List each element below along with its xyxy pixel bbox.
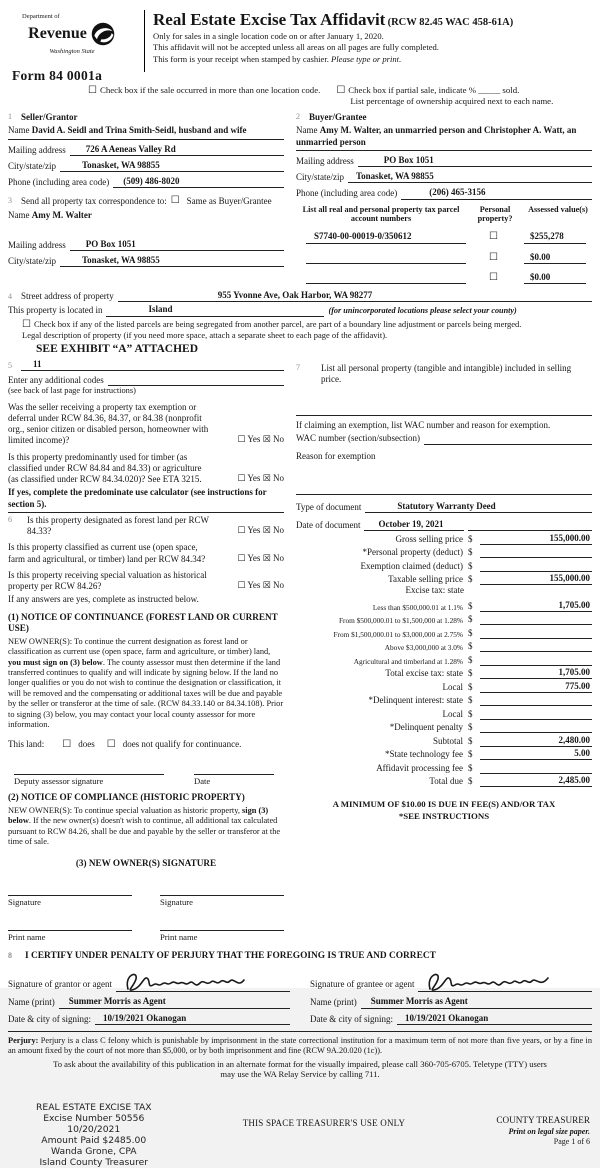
affidavit-page: Department of Revenue Washington State Form 84 0001a Real Estate Excise Tax Affidavit (RCW 82.45 WAC 458-61A) Only for sales in a single location code on or after January 1, 2020. This affidavit will not be accepted unless all areas on all pages are fully completed. This form is your receipt when stamped by cashier. Please type or print. ☐ Check box if the sale occurred in more than one location code. ☐ Check box if partial sale, indicate % _____ sold. List percentage of ownership acquired next to each name. 1 Seller/Grantor Name David A. Seidl and Trina Smith-Seidl, husband and wife Mailing address 726 A Aeneas Valley Rd City/state/zip Tonasket, WA 98855 Phone (including area code) (509) 486-8020 3 Send all property tax correspondence to: ☐ Same as Buyer/Grantee Name Amy M. Walter Mailing address PO Box 1051 City/state/zip Tonasket, WA 98855 2 Buyer/Grantee Name Amy M. Walter, an unmarried person and Christopher A. Watt, an unmarried person Mailing address PO Box 1051 City/state/zip Tonasket, WA 98855 Phone (including area code) (206) 465-3156 List all real and personal property tax parcel account numbers Personal property? Assessed value(s) S7740-00-00019-0/350612 ☐ $255,278 ☐ $0.00 ☐ $0.00 4 Street address of property 955 Yvonne Ave, Oak Harbor, WA 98277 This property is located in Island (for unincorporated locations please select your county) ☐ Check box if any of the listed parcels are being segregated from another parcel, are part of a boundary line adjustment or parcels being merged. Legal description of property (if you need more space, attach a separate sheet to each page of the affidavit). SEE EXHIBIT “A” ATTACHED 5 11 Enter any additional codes (see back of last page for instructions) Was the seller receiving a property tax exemption or deferral under RCW 84.36, 84.37, or 84.38 (nonprofit org., senior citizen or disabled person, homeowner with limited income)? ☐ Yes ☒ No Is this property predominantly used for timber (as classified under RCW 84.84 and 84.33) or agriculture (as classified under RCW 84.34.020)? See ETA 3215. ☐ Yes ☒ No If yes, complete the predominate use calculator (see instructions for section 5). 6 Is this property designated as forest land per RCW 84.33? ☐ Yes ☒ No Is this property classified as current use (open space, farm and agricultural, or timber) land per RCW 84.34? ☐ Yes ☒ No Is this property receiving special valuation as historical property per RCW 84.26? ☐ Yes ☒ No If any answers are yes, complete as instructed below. (1) NOTICE OF CONTINUANCE (FOREST LAND OR CURRENT USE) NEW OWNER(S): To continue the current designation as forest land or classification as current use (open space, farm and agriculture, or timber) land, you must sign on (3) below. The county assessor must then determine if the land transferred continues to qualify and will indicate by signing below. If the land no longer qualifies or you do not wish to continue the designation or classification, it will be removed and the compensating or additional taxes will be due and payable by the seller or transferor at the time of sale. (RCW 84.33.140 or 84.34.108). Prior to signing (3) below, you may contact your local county assessor for more information. This land: ☐ does ☐ does not qualify for continuance. Deputy assessor signature Date (2) NOTICE OF COMPLIANCE (HISTORIC PROPERTY) NEW OWNER(S): To continue special valuation as historic property, sign (3) below. If the new owner(s) doesn't wish to continue, all additional tax calculated pursuant to RCW 84.26, shall be due and payable by the seller or transferor at the time of sale. (3) NEW OWNER(S) SIGNATURE Signature Signature Print name Print name 7 List all personal property (tangible and intangible) included in selling price. If claiming an exemption, list WAC number and reason for exemption. WAC number (section/subsection) Reason for exemption Type of document Statutory Warranty Deed Date of document October 19, 2021 Gross selling price $ 155,000.00 *Personal property (deduct) $ Exemption claimed (deduct) $ Taxable selling price $ 155,000.00 Excise tax: state Less than $500,000.01 at 1.1% $ 1,705.00 From $500,000.01 to $1,500,000 at 1.28% $ From $1,500,000.01 to $3,000,000 at 2.75% $ Above $3,000,000 at 3.0% $ Agricultural and timberland at 1.28% $ Total excise tax: state $ 1,705.00 Local $ 775.00 *Delinquent interest: state $ Local $ *Delinquent penalty $ Subtotal $ 2,480.00 *State technology fee $ 5.00 Affidavit processing fee $ Total due $ 2,485.00 A MINIMUM OF $10.00 IS DUE IN FEE(S) AND/OR TAX *SEE INSTRUCTIONS 8 I CERTIFY UNDER PENALTY OF PERJURY THAT THE FOREGOING IS TRUE AND CORRECT Signature of grantor or agent Name (print) Summer Morris as Agent Date & city of signing: 10/19/2021 Okanogan Signature of grantee or agent Name (print) Summer Morris as Agent Date & city of signing: 10/19/2021 Okanogan Perjury: Perjury is a class C felony which is punishable by imprisonment in the state correctional institution for a maximum term of not more than five years, or by a fine in an amount fixed by the court of not more than $5,000, or by both imprisonment and fine (RCW 9A.20.020 (1c)). To ask about the availability of this publication in an alternate format for the visually impaired, please call 360-705-6705. Teletype (TTY) users may use the WA Relay Service by calling 711. REAL ESTATE EXCISE TAX Excise Number 50556 10/20/2021 Amount Paid $2485.00 Wanda Grone, CPA Island County Treasurer THIS SPACE TREASURER'S USE ONLY COUNTY TREASURER Print on legal size paper. Page 1 of 6 — [0, 0, 600, 988]
partial-sale-check-row — [336, 85, 553, 107]
delinquent-interest-local-label: Local — [442, 708, 463, 719]
grantee-name-print-value: Summer Morris as Agent — [361, 996, 592, 1008]
correspondence-name-value: Amy M. Walter — [31, 209, 92, 220]
local-tax-value: 775.00 — [480, 681, 592, 693]
section-8-number: 8 — [8, 950, 12, 960]
dor-logo-block — [8, 10, 136, 85]
assessed-value-3: $0.00 — [524, 272, 586, 284]
grantor-date-city-value: 10/19/2021 Okanogan — [95, 1013, 290, 1025]
question-timber-agriculture-answer[interactable]: ☐ Yes ☒ No — [237, 473, 284, 484]
page-indicator: Page 1 of 6 — [553, 1137, 590, 1147]
county-treasurer-label: COUNTY TREASURER — [496, 1115, 590, 1126]
rate-tier-4-value — [480, 641, 592, 652]
exemption-claim-label: If claiming an exemption, list WAC number and reason for exemption. — [296, 420, 551, 431]
notice-continuance-body: NEW OWNER(S): To continue the current designation as forest land or classification as current use (open space, farm and agriculture, or timber) land, you must sign on (3) below. The county assessor must then determine if the land transferred continues to qualify and will indicate by signing below. If the land no longer qualifies or you do not wish to continue the designation or classification, it will be removed and the compensating or additional taxes will be due and payable by the seller or transferor at the time of sale. (RCW 84.33.140 or 84.34.108). Prior to signing (3) below, you may contact your local county assessor for more information. — [8, 636, 284, 730]
parcel-number-blank-2 — [306, 253, 466, 264]
title-rcw-ref: (RCW 82.45 WAC 458-61A) — [387, 17, 514, 28]
new-owner-print-name-line-2: Print name — [160, 930, 284, 943]
seller-city-value: Tonasket, WA 98855 — [60, 160, 284, 172]
grantor-name-print-value: Summer Morris as Agent — [59, 996, 290, 1008]
parcel-row — [296, 231, 592, 243]
does-not-qualify-checkbox[interactable]: ☐ — [106, 738, 116, 750]
multi-location-checkbox[interactable]: ☐ — [88, 85, 97, 97]
personal-property-column-header: Personal property? — [477, 204, 513, 224]
personal-property-checkbox-2[interactable]: ☐ — [489, 251, 498, 263]
rate-agricultural-value — [480, 655, 592, 666]
minimum-due-note: A MINIMUM OF $10.00 IS DUE IN FEE(S) AND/OR TAX — [332, 799, 556, 810]
section-4-number: 4 — [8, 292, 12, 302]
if-yes-note: If yes, complete the predominate use calculator (see instructions for section 5). — [8, 487, 267, 509]
exemption-claimed-label: Exemption claimed (deduct) — [360, 560, 463, 571]
additional-codes-label: Enter any additional codes — [8, 374, 104, 385]
gross-selling-price-label: Gross selling price — [395, 533, 463, 544]
see-instructions-note: *SEE INSTRUCTIONS — [398, 810, 490, 821]
correspondence-name-label: Name — [8, 209, 30, 220]
parcel-row — [296, 272, 592, 284]
buyer-heading: Buyer/Grantee — [309, 112, 367, 123]
buyer-phone-value: (206) 465-3156 — [401, 187, 592, 199]
buyer-city-label: City/state/zip — [296, 172, 344, 183]
stamp-line-5: Wanda Grone, CPA — [50, 1146, 137, 1158]
header-divider — [144, 10, 145, 72]
parcel-row — [296, 252, 592, 264]
parcel-accounts-column-header: List all real and personal property tax parcel account numbers — [302, 204, 460, 224]
dor-swirl-icon — [90, 21, 116, 47]
grantor-signature-label: Signature of grantor or agent — [8, 979, 112, 990]
treasurer-use-only-label: THIS SPACE TREASURER'S USE ONLY — [242, 1118, 406, 1129]
buyer-mailing-label: Mailing address — [296, 155, 354, 166]
header-note-1: Only for sales in a single location code on or after January 1, 2020. — [153, 30, 384, 41]
type-of-document-label: Type of document — [296, 501, 362, 512]
rate-tier-1-label: Less than $500,000.01 at 1.1% — [372, 602, 463, 612]
notice-compliance-body: NEW OWNER(S): To continue special valuation as historic property, sign (3) below. If the new owner(s) doesn't wish to continue, all additional tax calculated pursuant to RCW 84.26, shall be due and payable by the seller or transferor at the time of sale. — [8, 805, 281, 847]
subtotal-value: 2,480.00 — [480, 735, 592, 747]
personal-property-checkbox-1[interactable]: ☐ — [489, 231, 498, 243]
street-address-label: Street address of property — [21, 291, 114, 302]
treasurer-stamp — [36, 1102, 152, 1168]
section-7-number: 7 — [296, 362, 300, 372]
question-forest-land: Is this property designated as forest land per RCW 84.33? — [27, 514, 209, 537]
dept-region-label: Washington State — [49, 48, 95, 56]
does-not-label: does not qualify for continuance. — [122, 738, 242, 749]
seller-phone-label: Phone (including area code) — [8, 177, 110, 188]
buyer-name-label: Name — [296, 125, 318, 136]
delinquent-penalty-label: *Delinquent penalty — [389, 722, 463, 733]
grantee-name-print-label: Name (print) — [310, 997, 357, 1008]
section-5-number: 5 — [8, 360, 12, 370]
personal-property-list-label: List all personal property (tangible and intangible) included in selling price. — [321, 362, 572, 384]
rate-tier-3-value — [480, 628, 592, 639]
additional-codes-blank — [108, 376, 284, 386]
question-exemption-deferral: Was the seller receiving a property tax exemption or deferral under RCW 84.36, 84.37, or 84.38 (nonprofit org., senior citizen or disabled person, homeowner with limited income)? — [8, 401, 209, 446]
stamp-line-1: REAL ESTATE EXCISE TAX — [36, 1102, 152, 1114]
total-excise-state-label: Total excise tax: state — [385, 668, 463, 679]
parcel-table-header — [296, 205, 592, 224]
section-6-number: 6 — [8, 514, 12, 524]
legal-description-label: Legal description of property (if you need more space, attach a separate sheet to each page of the affidavit). — [22, 329, 388, 340]
delinquent-interest-local-value — [480, 709, 592, 720]
stamp-line-3: 10/20/2021 — [67, 1124, 121, 1136]
buyer-city-value: Tonasket, WA 98855 — [348, 171, 592, 183]
multi-location-label: Check box if the sale occurred in more than one location code. — [99, 85, 321, 96]
segregated-check-row — [8, 319, 592, 330]
question-historical-property: Is this property receiving special valuation as historical property per RCW 84.26? — [8, 569, 207, 592]
partial-sale-label: Check box if partial sale, indicate % _____ sold. — [348, 85, 520, 96]
new-owner-signature-line-1: Signature — [8, 895, 132, 908]
subtotal-label: Subtotal — [432, 735, 463, 746]
grantor-date-city-label: Date & city of signing: — [8, 1013, 91, 1024]
rate-tier-1-value: 1,705.00 — [480, 600, 592, 612]
located-in-value: Island — [106, 304, 324, 316]
grantee-signature-label: Signature of grantee or agent — [310, 979, 415, 990]
type-or-print-note: Please type or print. — [331, 54, 402, 65]
state-technology-fee-label: *State technology fee — [385, 749, 463, 760]
question-forest-land-answer[interactable]: ☐ Yes ☒ No — [237, 525, 284, 536]
seller-mailing-value: 726 A Aeneas Valley Rd — [70, 144, 284, 156]
codes-note: (see back of last page for instructions) — [8, 386, 136, 396]
assessed-value-2: $0.00 — [524, 252, 586, 264]
buyer-phone-label: Phone (including area code) — [296, 188, 398, 199]
section-1-number: 1 — [8, 112, 12, 122]
personal-property-checkbox-3[interactable]: ☐ — [489, 271, 498, 283]
stamp-line-6: Island County Treasurer — [39, 1157, 149, 1168]
seller-mailing-label: Mailing address — [8, 144, 66, 155]
question-current-use: Is this property classified as current use (open space, farm and agricultural, or timber) land per RCW 84.34? — [8, 542, 206, 564]
assessed-value-column-header: Assessed value(s) — [528, 204, 588, 214]
date-of-document-value: October 19, 2021 — [364, 519, 464, 531]
partial-sale-checkbox[interactable]: ☐ — [336, 85, 346, 97]
personal-property-deduct-value — [480, 547, 592, 558]
this-land-label: This land: — [8, 738, 45, 749]
affidavit-processing-fee-value — [480, 763, 592, 774]
new-owner-print-name-line-1: Print name — [8, 930, 132, 943]
taxable-selling-price-label: Taxable selling price — [388, 574, 463, 585]
parcel-number-blank-3 — [306, 273, 466, 284]
correspondence-label: Send all property tax correspondence to: — [21, 196, 167, 207]
grantee-date-city-value: 10/19/2021 Okanogan — [397, 1013, 592, 1025]
grantee-date-city-label: Date & city of signing: — [310, 1013, 393, 1024]
wac-number-label: WAC number (section/subsection) — [296, 433, 420, 444]
street-address-value: 955 Yvonne Ave, Oak Harbor, WA 98277 — [118, 290, 592, 302]
segregated-checkbox[interactable]: ☐ — [22, 318, 31, 330]
land-qualify-row — [8, 739, 284, 750]
grantor-name-print-label: Name (print) — [8, 997, 55, 1008]
total-due-value: 2,485.00 — [480, 775, 592, 787]
located-in-note: (for unincorporated locations please select your county) — [328, 306, 517, 316]
same-as-buyer-checkbox[interactable]: ☐ — [170, 195, 180, 207]
delinquent-interest-state-label: *Delinquent interest: state — [368, 695, 463, 706]
form-number: Form 84 0001a — [12, 68, 103, 84]
grantor-signature — [120, 967, 260, 997]
print-legal-size-note: Print on legal size paper. — [508, 1127, 590, 1137]
date-of-document-label: Date of document — [296, 520, 361, 531]
seller-name-value: David A. Seidl and Trina Smith-Seidl, husband and wife — [31, 125, 247, 136]
new-owner-signature-title: (3) NEW OWNER(S) SIGNATURE — [75, 857, 217, 868]
dept-small-label: Department of — [22, 13, 60, 20]
multi-location-check-row — [88, 85, 320, 96]
stamp-line-2: Excise Number 50556 — [43, 1113, 145, 1125]
rate-agricultural-label: Agricultural and timberland at 1.28% — [353, 656, 463, 666]
section-3-number: 3 — [8, 196, 12, 206]
header-note-2: This affidavit will not be accepted unless all areas on all pages are fully completed. — [153, 42, 439, 53]
question-timber-agriculture: Is this property predominantly used for timber (as classified under RCW 84.84 and 84.33) or agriculture (as classified under RCW 84.34.020)? See ETA 3215. — [8, 451, 202, 485]
deputy-assessor-signature-line: Deputy assessor signature — [14, 774, 164, 787]
buyer-mailing-value: PO Box 1051 — [358, 155, 592, 167]
notice-continuance-title: (1) NOTICE OF CONTINUANCE (FOREST LAND OR CURRENT USE) — [8, 611, 278, 634]
same-as-buyer-label: Same as Buyer/Grantee — [186, 196, 272, 207]
additional-codes-value: 11 — [21, 359, 284, 371]
perjury-paragraph: Perjury: Perjury is a class C felony which is punishable by imprisonment in the state correctional institution for a maximum term of not more than five years, or by a fine in an amount fixed by the court of not more than $5,000, or by both imprisonment and fine (RCW 9A.20.020 (1c)). — [8, 1035, 592, 1056]
does-qualify-checkbox[interactable]: ☐ — [62, 738, 72, 750]
correspondence-city-value: Tonasket, WA 98855 — [60, 255, 284, 267]
legal-description-value: SEE EXHIBIT “A” ATTACHED — [36, 343, 199, 356]
buyer-name-value: Amy M. Walter, an unmarried person and Christopher A. Watt, an unmarried person — [296, 125, 577, 147]
new-owner-signature-line-2: Signature — [160, 895, 284, 908]
rate-tier-2-label: From $500,000.01 to $1,500,000 at 1.28% — [338, 616, 463, 626]
delinquent-interest-state-value — [480, 695, 592, 706]
total-excise-state-value: 1,705.00 — [480, 667, 592, 679]
local-tax-label: Local — [442, 681, 463, 692]
assessed-value-1: $255,278 — [524, 231, 586, 243]
page-title: Real Estate Excise Tax Affidavit — [153, 10, 386, 29]
dept-name-label: Revenue — [28, 25, 87, 43]
deputy-date-line: Date — [194, 774, 274, 787]
delinquent-penalty-value — [480, 722, 592, 733]
rate-tier-2-value — [480, 614, 592, 625]
if-any-answers-note: If any answers are yes, complete as instructed below. — [8, 594, 199, 605]
notice-compliance-title: (2) NOTICE OF COMPLIANCE (HISTORIC PROPERTY) — [8, 792, 245, 803]
excise-tax-state-header: Excise tax: state — [405, 585, 464, 596]
rate-tier-4-label: Above $3,000,000 at 3.0% — [384, 643, 463, 653]
located-in-label: This property is located in — [8, 305, 103, 316]
certify-statement: I CERTIFY UNDER PENALTY OF PERJURY THAT THE FOREGOING IS TRUE AND CORRECT — [25, 950, 436, 961]
seller-phone-value: (509) 486-8020 — [113, 176, 284, 188]
gross-selling-price-value: 155,000.00 — [480, 533, 592, 545]
segregated-label: Check box if any of the listed parcels are being segregated from another parcel, are part of a boundary line adjustment or parcels being merged. — [33, 318, 522, 329]
question-exemption-deferral-answer[interactable]: ☐ Yes ☒ No — [237, 434, 284, 445]
total-due-label: Total due — [429, 776, 463, 787]
does-label: does — [78, 738, 95, 749]
stamp-line-4: Amount Paid $2485.00 — [41, 1135, 147, 1147]
type-of-document-value: Statutory Warranty Deed — [365, 501, 592, 513]
exemption-claimed-value — [480, 561, 592, 572]
section-2-number: 2 — [296, 112, 300, 122]
alternate-format-note: To ask about the availability of this publication in an alternate format for the visually impaired, please call 360-705-6705. Teletype (TTY) users may use the WA Relay Service by calling 711. — [53, 1058, 547, 1080]
question-historical-property-answer[interactable]: ☐ Yes ☒ No — [237, 580, 284, 591]
state-technology-fee-value: 5.00 — [480, 748, 592, 760]
ownership-percentage-note: List percentage of ownership acquired next to each name. — [350, 96, 554, 107]
taxable-selling-price-value: 155,000.00 — [480, 573, 592, 585]
correspondence-mailing-value: PO Box 1051 — [70, 239, 284, 251]
header-note-3: This form is your receipt when stamped by cashier. Please type or print. — [153, 54, 402, 65]
seller-city-label: City/state/zip — [8, 160, 56, 171]
personal-property-deduct-label: *Personal property (deduct) — [362, 547, 463, 558]
rate-tier-3-label: From $1,500,000.01 to $3,000,000 at 2.75% — [333, 629, 463, 639]
seller-name-label: Name — [8, 125, 30, 136]
correspondence-city-label: City/state/zip — [8, 256, 56, 267]
reason-for-exemption-label: Reason for exemption — [296, 450, 376, 461]
affidavit-processing-fee-label: Affidavit processing fee — [376, 762, 463, 773]
seller-heading: Seller/Grantor — [21, 112, 78, 123]
correspondence-mailing-label: Mailing address — [8, 239, 66, 250]
perjury-label: Perjury: — [8, 1035, 39, 1045]
header — [8, 10, 592, 85]
wac-number-blank — [424, 435, 592, 445]
parcel-number-value: S7740-00-00019-0/350612 — [306, 231, 466, 243]
grantee-signature — [422, 967, 562, 997]
question-current-use-answer[interactable]: ☐ Yes ☒ No — [237, 552, 284, 563]
